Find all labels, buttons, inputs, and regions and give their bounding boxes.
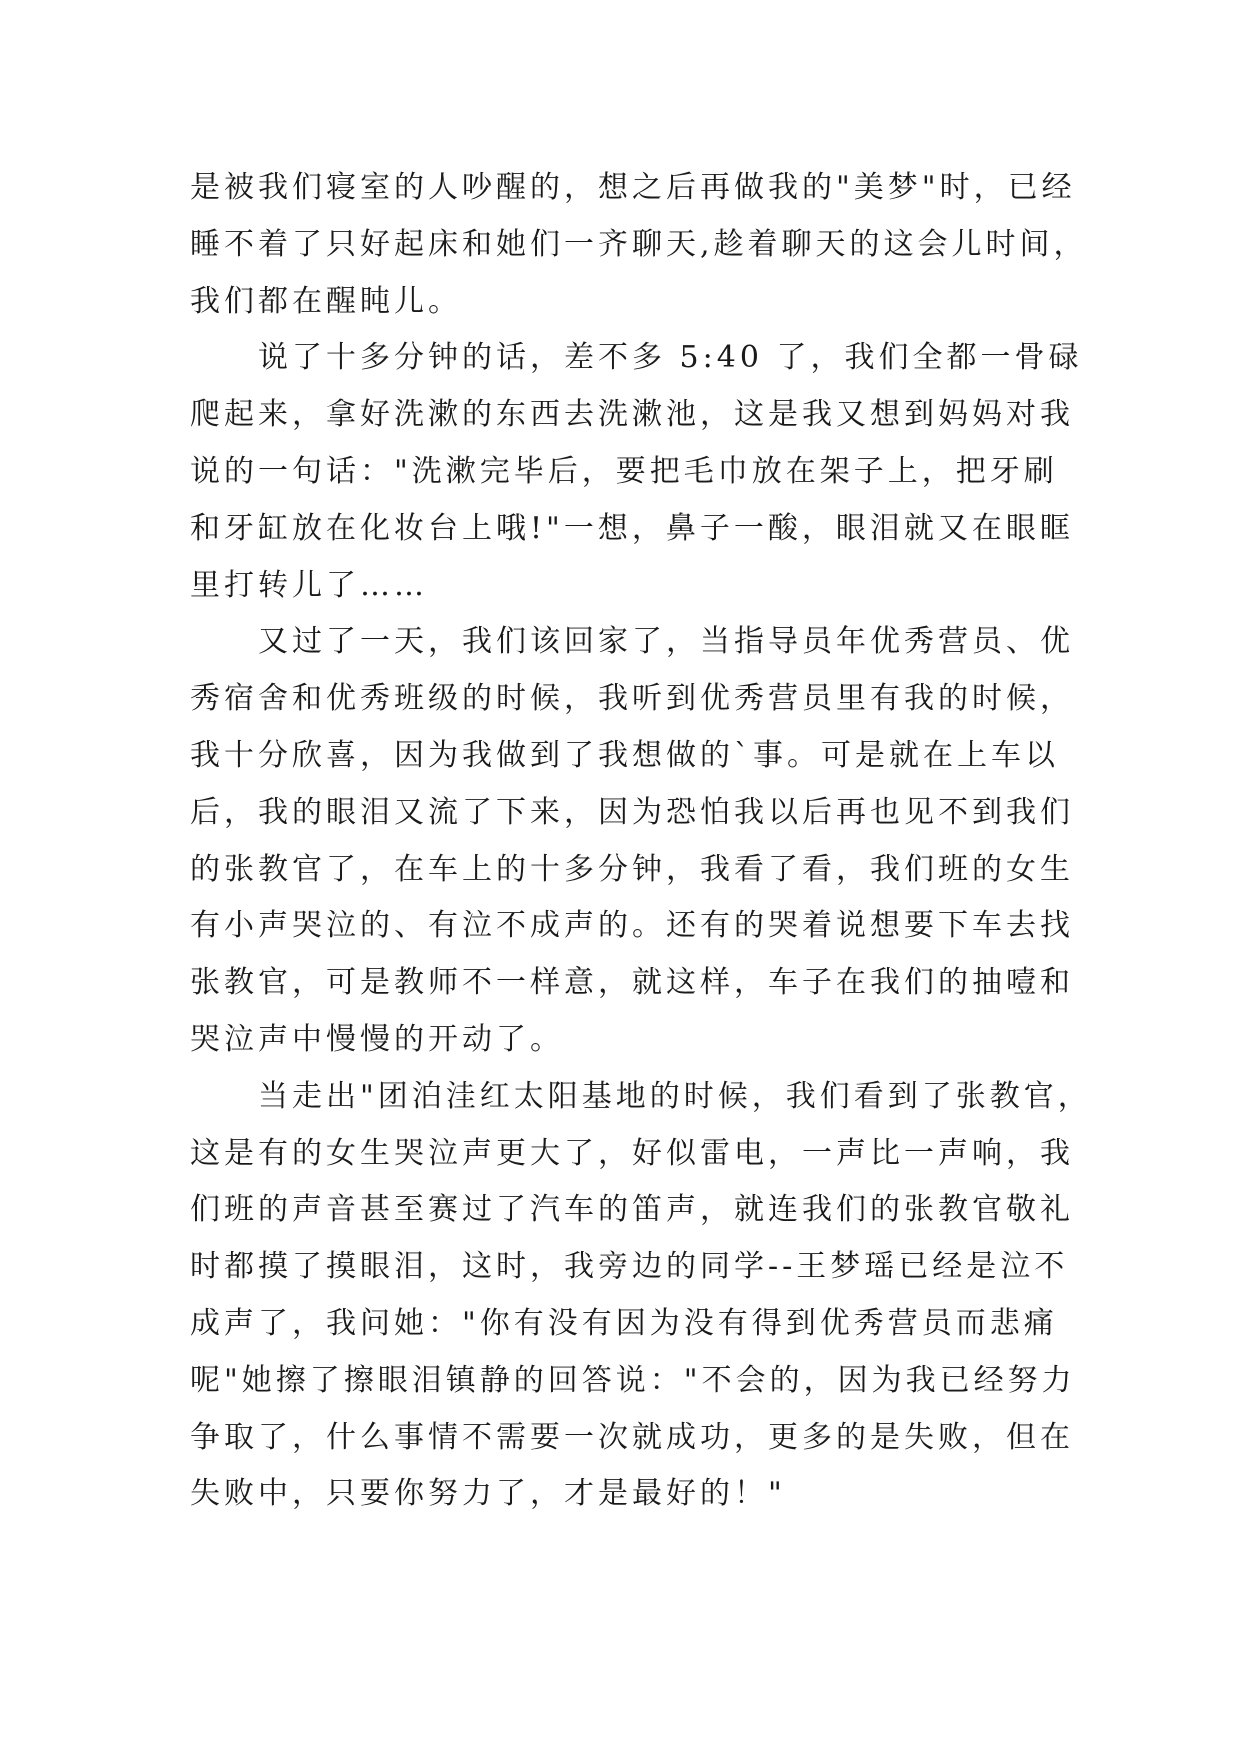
- text-line: 哭泣声中慢慢的开动了。: [190, 1021, 564, 1057]
- text-line: 里打转儿了……: [190, 567, 428, 603]
- text-line: 是被我们寝室的人吵醒的，想之后再做我的"美梦"时，已经: [190, 170, 1076, 205]
- text-line: 时都摸了摸眼泪，这时，我旁边的同学--王梦瑶已经是泣不: [190, 1249, 1069, 1285]
- text-line: 的张教官了，在车上的十多分钟，我看了看，我们班的女生: [190, 851, 1074, 887]
- text-line: 争取了，什么事情不需要一次就成功，更多的是失败，但在: [190, 1419, 1074, 1455]
- text-line: 们班的声音甚至赛过了汽车的笛声，就连我们的张教官敬礼: [190, 1192, 1074, 1228]
- text-line: 睡不着了只好起床和她们一齐聊天,趁着聊天的这会儿时间，: [190, 226, 1088, 262]
- text-line: 有小声哭泣的、有泣不成声的。还有的哭着说想要下车去找: [190, 908, 1074, 944]
- text-line: 成声了，我问她："你有没有因为没有得到优秀营员而悲痛: [190, 1305, 1058, 1341]
- text-line: 和牙缸放在化妆台上哦!"一想，鼻子一酸，眼泪就又在眼眶: [190, 510, 1074, 546]
- text-line: 呢"她擦了擦眼泪镇静的回答说："不会的，因为我已经努力: [190, 1362, 1076, 1398]
- paragraph-start-line: 当走出"团泊洼红太阳基地的时候，我们看到了张教官，: [258, 1078, 1092, 1114]
- text-line: 说的一句话："洗漱完毕后，要把毛巾放在架子上，把牙刷: [190, 453, 1058, 489]
- text-line: 张教官，可是教师不一样意，就这样，车子在我们的抽噎和: [190, 965, 1074, 1001]
- text-line: 我十分欣喜，因为我做到了我想做的`事。可是就在上车以: [190, 737, 1059, 773]
- text-line: 我们都在醒盹儿。: [190, 283, 462, 319]
- text-line: 失败中，只要你努力了，才是最好的！": [190, 1476, 786, 1512]
- text-line: 这是有的女生哭泣声更大了，好似雷电，一声比一声响，我: [190, 1135, 1074, 1171]
- document-body: [190, 160, 1100, 1523]
- paragraph-start-line: 又过了一天，我们该回家了，当指导员年优秀营员、优: [258, 624, 1074, 660]
- paragraph-start-line: 说了十多分钟的话，差不多 5:40 了，我们全都一骨碌: [258, 340, 1083, 376]
- text-line: 爬起来，拿好洗漱的东西去洗漱池，这是我又想到妈妈对我: [190, 397, 1074, 433]
- text-line: 后，我的眼泪又流了下来，因为恐怕我以后再也见不到我们: [190, 794, 1074, 830]
- text-line: 秀宿舍和优秀班级的时候，我听到优秀营员里有我的时候，: [190, 681, 1074, 717]
